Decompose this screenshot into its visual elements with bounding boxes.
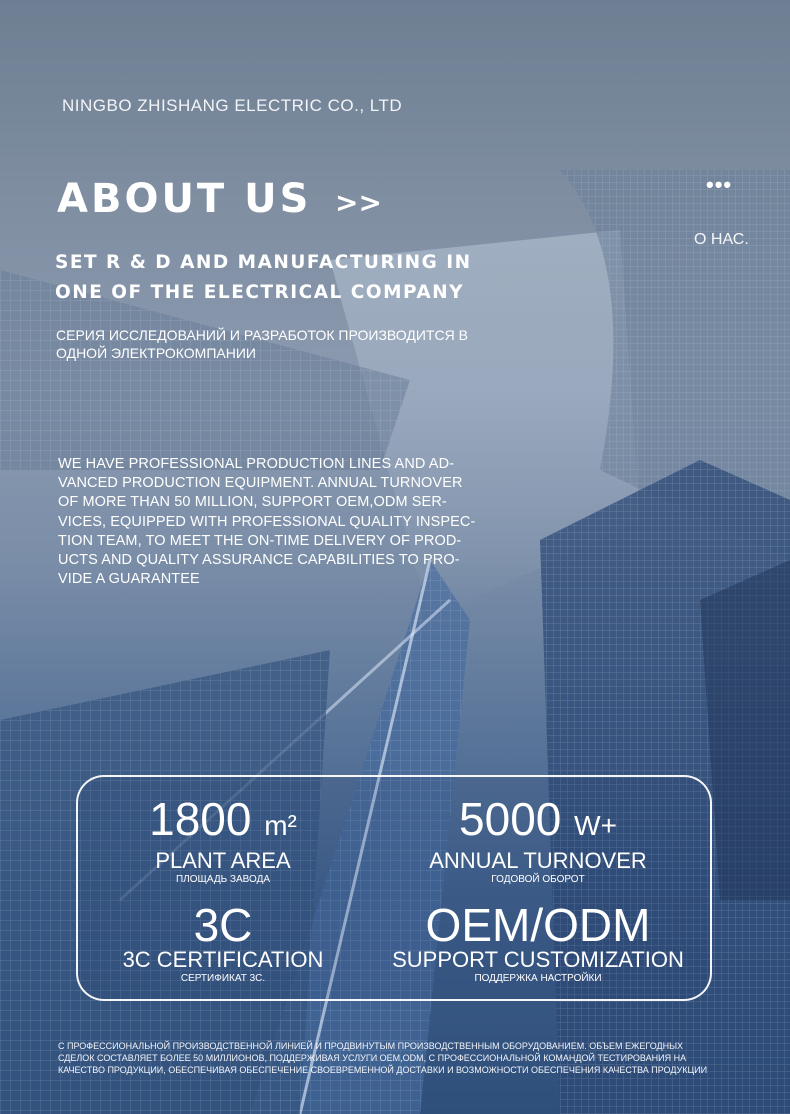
stat-value: 3C — [193, 899, 253, 951]
subtitle-ru — [56, 326, 526, 362]
company-name: NINGBO ZHISHANG ELECTRIC CO., LTD — [62, 96, 403, 115]
about-title: ABOUT US — [57, 176, 312, 222]
description-line: OF MORE THAN 50 MILLION, SUPPORT OEM,ODM SER- — [58, 494, 447, 511]
description-line: TION TEAM, TO MEET THE ON-TIME DELIVERY OF PROD- — [58, 532, 462, 549]
stat-label-ru: ПОДДЕРЖКА НАСТРОЙКИ — [474, 973, 602, 984]
headline-line: ONE OF THE ELECTRICAL COMPANY — [55, 282, 465, 303]
stats-panel — [76, 775, 712, 1001]
footer-line: КАЧЕСТВО ПРОДУКЦИИ, ОБЕСПЕЧИВАЯ ОБЕСПЕЧЕНИЕ СВОЕВРЕМЕННОЙ ДОСТАВКИ И ВОЗМОЖНОСТИ ОБЕСПЕЧЕНИЯ КАЧЕСТВА ПРОДУКЦИИ — [58, 1065, 708, 1075]
stat-3c-certification — [58, 901, 388, 985]
footer-line: СДЕЛОК СОСТАВЛЯЕТ БОЛЕЕ 50 МИЛЛИОНОВ, ПОДДЕРЖИВАЯ УСЛУГИ OEM,ODM, С ПРОФЕССИОНАЛЬНОЙ КОМАНДОЙ ТЕСТИРОВАНИЯ НА — [58, 1053, 687, 1063]
stat-value: 5000 — [459, 793, 562, 845]
more-dots-icon: ••• — [706, 172, 733, 197]
stat-label: PLANT AREA — [155, 848, 291, 873]
description-line: UCTS AND QUALITY ASSURANCE CAPABILITIES TO PRO- — [58, 552, 460, 569]
subtitle-ru-line: СЕРИЯ ИССЛЕДОВАНИЙ И РАЗРАБОТОК ПРОИЗВОДИТСЯ В — [56, 327, 468, 343]
stat-unit: m² — [264, 810, 297, 841]
subtitle-ru-line: ОДНОЙ ЭЛЕКТРОКОМПАНИИ — [56, 345, 256, 361]
headline-line: SET R & D AND MANUFACTURING IN — [55, 252, 472, 273]
stat-unit: W+ — [574, 810, 617, 841]
stat-label-ru: ПЛОЩАДЬ ЗАВОДА — [175, 874, 271, 885]
stat-label: SUPPORT CUSTOMIZATION — [392, 947, 684, 972]
stat-annual-turnover — [373, 795, 703, 886]
description-line: WE HAVE PROFESSIONAL PRODUCTION LINES AND AD- — [58, 456, 455, 472]
stat-label-ru: ГОДОВОЙ ОБОРОТ — [491, 874, 585, 885]
description-line: VIDE A GUARANTEE — [58, 571, 200, 588]
stat-value: 1800 — [149, 793, 252, 845]
footer-ru — [58, 1040, 758, 1076]
stat-label: 3C CERTIFICATION — [122, 947, 324, 972]
stat-value: OEM/ODM — [425, 899, 651, 951]
description — [58, 455, 488, 589]
about-title-ru: О НАС. — [694, 231, 749, 248]
stat-support-customization — [373, 901, 703, 985]
chevron-right-icon: >> — [335, 186, 382, 219]
stat-label: ANNUAL TURNOVER — [429, 848, 647, 873]
description-line: VICES, EQUIPPED WITH PROFESSIONAL QUALITY INSPEC- — [58, 513, 476, 530]
stat-plant-area — [58, 795, 388, 886]
headline — [55, 248, 525, 308]
description-line: VANCED PRODUCTION EQUIPMENT. ANNUAL TURNOVER — [58, 475, 463, 492]
stat-label-ru: СЕРТИФИКАТ 3C. — [180, 973, 266, 984]
footer-line: С ПРОФЕССИОНАЛЬНОЙ ПРОИЗВОДСТВЕННОЙ ЛИНИЕЙ И ПРОДВИНУТЫМ ПРОИЗВОДСТВЕННЫМ ОБОРУДОВАНИЕМ. ОБЪЕМ ЕЖЕГОДНЫХ — [58, 1041, 684, 1051]
